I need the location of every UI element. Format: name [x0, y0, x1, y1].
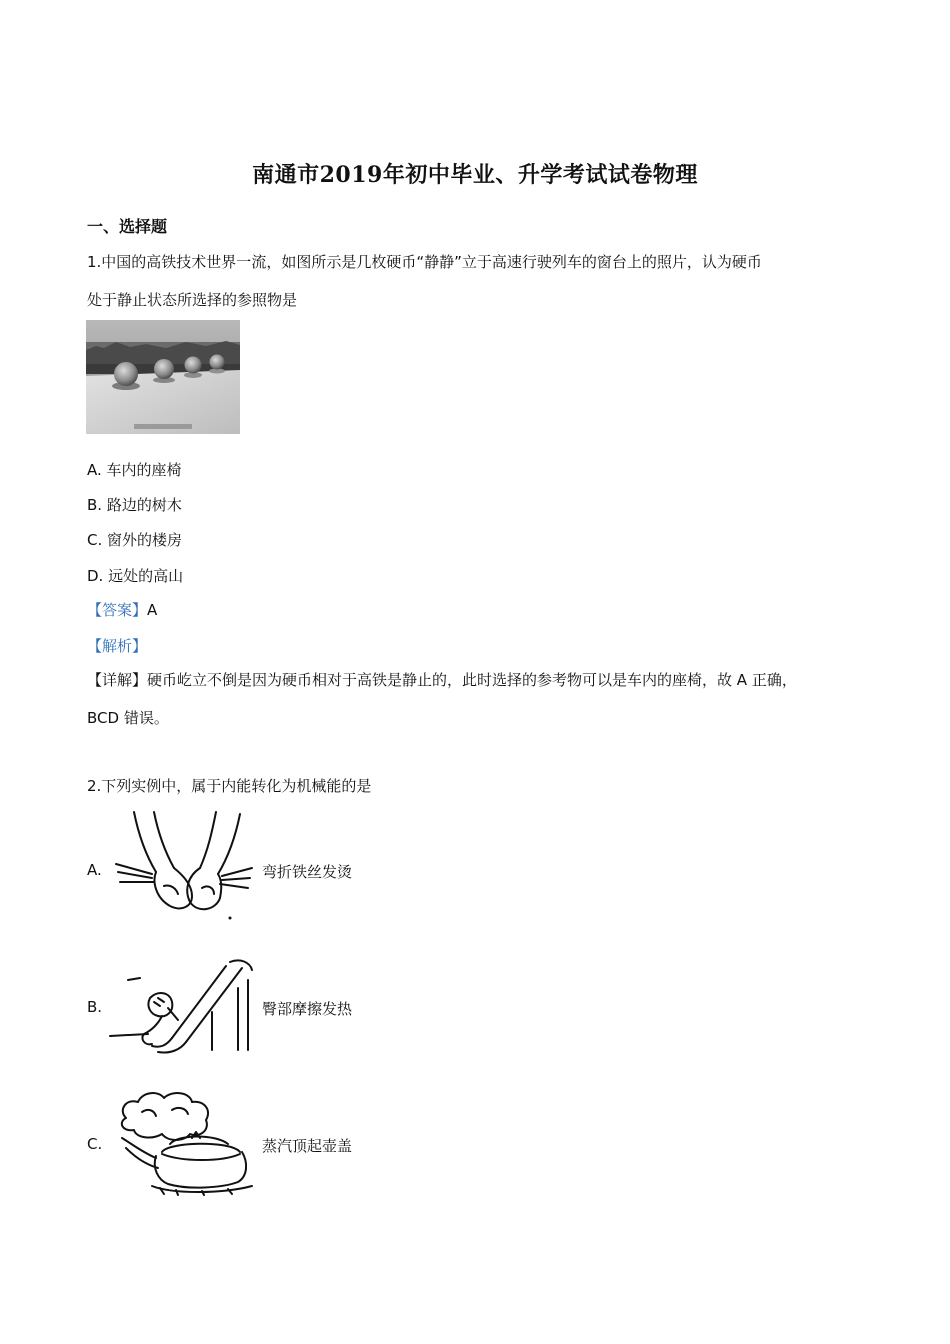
steam-kettle-figure	[112, 1088, 258, 1196]
q2-option-b-text: 臀部摩擦发热	[262, 1000, 353, 1018]
page-title: 南通市2019年初中毕业、升学考试试卷物理	[252, 162, 698, 188]
q2-stem: 2.下列实例中，属于内能转化为机械能的是	[87, 777, 372, 795]
answer-label: 【答案】	[87, 601, 148, 619]
q2-option-a-text: 弯折铁丝发烫	[262, 863, 353, 881]
coins-on-windowsill-photo	[86, 320, 240, 434]
q1-answer	[87, 599, 157, 620]
q1-option-d: D. 远处的高山	[87, 567, 184, 585]
detail-label: 【详解】	[87, 671, 148, 689]
q1-stem-line1: 1.中国的高铁技术世界一流，如图所示是几枚硬币“静静”立于高速行驶列车的窗台上的照片，认为硬币	[87, 253, 762, 271]
q1-option-c: C. 窗外的楼房	[87, 531, 183, 549]
q1-detail-line1	[87, 669, 797, 690]
q2-option-a-letter: A.	[87, 861, 102, 879]
q2-option-b-letter: B.	[87, 998, 103, 1016]
q1-detail-line2: BCD 错误。	[87, 709, 169, 727]
child-on-slide-figure	[108, 958, 256, 1060]
q1-option-a: A. 车内的座椅	[87, 461, 182, 479]
detail-text: 硬币屹立不倒是因为硬币相对于高铁是静止的，此时选择的参考物可以是车内的座椅，故 A 正确，	[147, 671, 797, 689]
q1-stem-line2: 处于静止状态所选择的参照物是	[87, 291, 298, 309]
q1-option-b: B. 路边的树木	[87, 496, 182, 514]
section-heading: 一、选择题	[87, 217, 168, 236]
q2-option-c-letter: C.	[87, 1135, 103, 1153]
analysis-label: 【解析】	[87, 637, 148, 655]
bending-wire-hands-figure	[112, 810, 257, 922]
answer-value: A	[147, 601, 158, 619]
q2-option-c-text: 蒸汽顶起壶盖	[262, 1137, 353, 1155]
